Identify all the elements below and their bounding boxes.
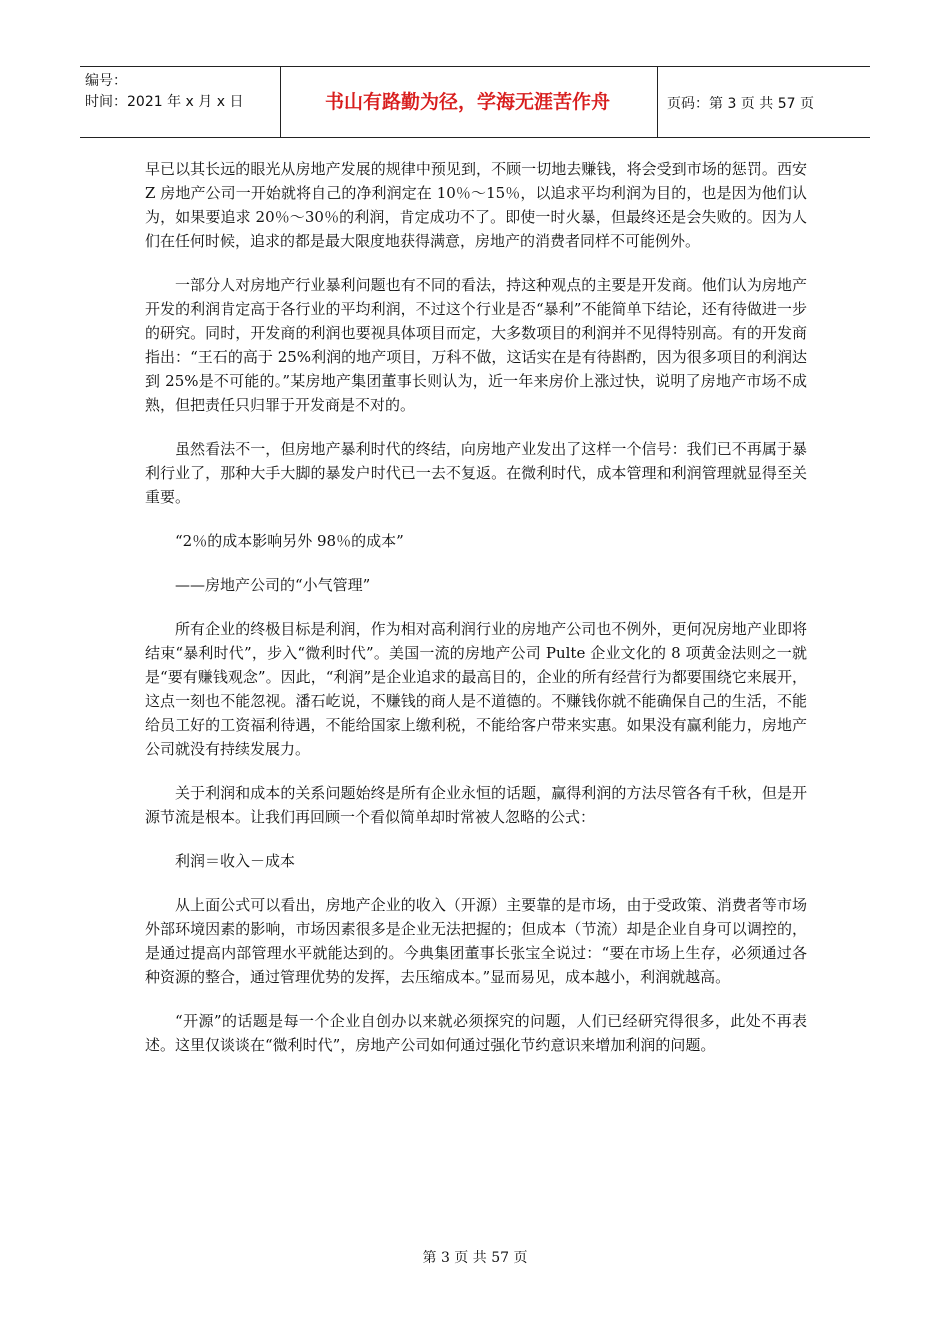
section-subheading: ——房地产公司的“小气管理” bbox=[175, 576, 371, 594]
paragraph: 关于利润和成本的关系问题始终是所有企业永恒的话题，赢得利润的方法尽管各有千秋，但是开源节流是根本。让我们再回顾一个看似简单却时常被人忽略的公式： bbox=[145, 784, 807, 826]
paragraph: 虽然看法不一，但房地产暴利时代的终结，向房地产业发出了这样一个信号：我们已不再属于暴利行业了，那种大手大脚的暴发户时代已一去不复返。在微利时代，成本管理和利润管理就显得至关重要。 bbox=[145, 440, 807, 506]
document-body bbox=[145, 157, 807, 1077]
header-motto: 书山有路勤为径，学海无涯苦作舟 bbox=[324, 91, 610, 113]
paragraph: “开源”的话题是每一个企业自创办以来就必须探究的问题，人们已经研究得很多，此处不再表述。这里仅谈谈在“微利时代”，房地产公司如何通过强化节约意识来增加利润的问题。 bbox=[145, 1012, 807, 1054]
page-header bbox=[80, 66, 870, 138]
header-page-info: 页码：第 3 页 共 57 页 bbox=[667, 96, 814, 112]
page-footer: 第 3 页 共 57 页 bbox=[422, 1250, 528, 1266]
date-line: 时间：2021 年 x 月 x 日 bbox=[85, 94, 244, 110]
section-heading: “2％的成本影响另外 98％的成本” bbox=[175, 532, 404, 550]
serial-label: 编号： bbox=[85, 73, 127, 89]
paragraph: 一部分人对房地产行业暴利问题也有不同的看法，持这种观点的主要是开发商。他们认为房地产开发的利润肯定高于各行业的平均利润，不过这个行业是否“暴利”不能简单下结论，还有待做进一步的研究。同时，开发商的利润也要视具体项目而定，大多数项目的利润并不见得特别高。有的开发商指出：“王石的高于 25%利润的地产项目，万科不做，这话实在是有待斟酌，因为很多项目的利润达到 25%是不可能的。”某房地产集团董事长则认为，近一年来房价上涨过快，说明了房地产市场不成熟，但把责任只归罪于开发商是不对的。 bbox=[145, 276, 807, 414]
formula: 利润＝收入－成本 bbox=[175, 852, 296, 870]
header-divider bbox=[657, 67, 658, 137]
paragraph: 所有企业的终极目标是利润，作为相对高利润行业的房地产公司也不例外，更何况房地产业即将结束“暴利时代”，步入“微利时代”。美国一流的房地产公司 Pulte 企业文化的 8 项黄金法则之一就是“要有赚钱观念”。因此，“利润”是企业追求的最高目的，企业的所有经营行为都要围绕它来展开，这点一刻也不能忽视。潘石屹说，不赚钱的商人是不道德的。不赚钱你就不能确保自己的生活，不能给员工好的工资福利待遇，不能给国家上缴利税，不能给客户带来实惠。如果没有赢利能力，房地产公司就没有持续发展力。 bbox=[145, 620, 807, 758]
paragraph: 早已以其长远的眼光从房地产发展的规律中预见到，不顾一切地去赚钱，将会受到市场的惩罚。西安 Z 房地产公司一开始就将自己的净利润定在 10％～15％，以追求平均利润为目的，也是因为他们认为，如果要追求 20％～30％的利润，肯定成功不了。即使一时火暴，但最终还是会失败的。因为人们在任何时候，追求的都是最大限度地获得满意，房地产的消费者同样不可能例外。 bbox=[145, 160, 807, 250]
paragraph: 从上面公式可以看出，房地产企业的收入（开源）主要靠的是市场，由于受政策、消费者等市场外部环境因素的影响，市场因素很多是企业无法把握的；但成本（节流）却是企业自身可以调控的，是通过提高内部管理水平就能达到的。今典集团董事长张宝全说过：“要在市场上生存，必须通过各种资源的整合，通过管理优势的发挥，去压缩成本。”显而易见，成本越小，利润就越高。 bbox=[145, 896, 807, 986]
header-meta bbox=[85, 71, 283, 113]
